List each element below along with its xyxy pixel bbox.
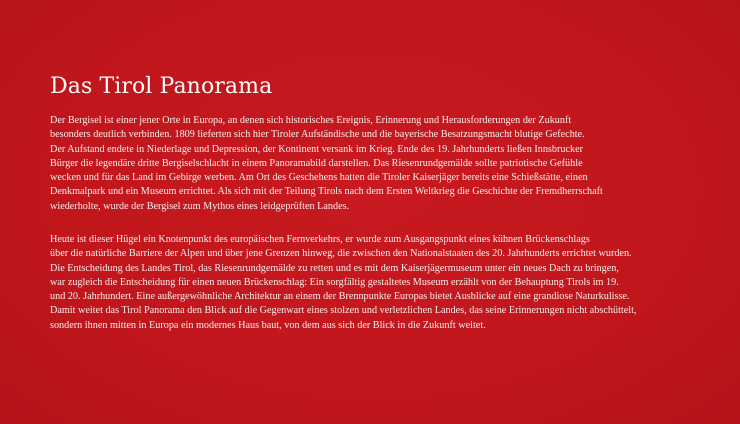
text-line: Bürger die legendäre dritte Bergiselschlacht in einem Panoramabild darstellen. Das Riesenrundgemälde sollte patriotische Gefühle [50,157,583,169]
text-line: wiederholte, wurde der Bergisel zum Mythos eines leidgeprüften Landes. [50,200,350,212]
text-line: über die natürliche Barriere der Alpen und über jene Grenzen hinweg, die zwischen den Nationalstaaten des 20. Jahrhunderts errichtet wurden. [50,248,632,260]
text-line: Die Entscheidung des Landes Tirol, das Riesenrundgemälde zu retten und es mit dem Kaiserjägermuseum unter ein neues Dach zu bringen, [50,262,619,274]
text-line: Der Bergisel ist einer jener Orte in Europa, an denen sich historisches Ereignis, Erinnerung und Herausforderungen der Zukunft [50,115,572,126]
paragraph-1 [50,114,603,214]
text-line: besonders deutlich verbinden. 1809 lieferten sich hier Tiroler Aufständische und die bayerische Besatzungsmacht blutige Gefechte. [50,129,585,141]
paragraph-2 [50,233,636,333]
text-line: wecken und für das Land im Gebirge werben. Am Ort des Geschehens hatten die Tiroler Kaiserjäger bereits eine Schießstätte, einen [50,172,588,184]
page-title: Das Tirol Panorama [50,74,273,99]
text-line: Der Aufstand endete in Niederlage und Depression, der Kontinent versank im Krieg. Ende des 19. Jahrhunderts ließen Innsbrucker [50,143,583,155]
text-line: war zugleich die Entscheidung für einen neuen Brückenschlag: Ein sorgfältig gestaltetes Museum erzählt von der Behauptung Tirols im 19. [50,276,619,288]
text-line: Heute ist dieser Hügel ein Knotenpunkt des europäischen Fernverkehrs, er wurde zum Ausgangspunkt eines kühnen Brückenschlags [50,234,590,245]
text-line: sondern ihnen mitten in Europa ein modernes Haus baut, von dem aus sich der Blick in die Zukunft weitet. [50,319,486,331]
text-line: Denkmalpark und ein Museum errichtet. Als sich mit der Teilung Tirols nach dem Ersten Weltkrieg die Geschichte der Fremdherrschaft [50,186,603,198]
text-line: und 20. Jahrhundert. Eine außergewöhnliche Architektur an einem der Brennpunkte Europas bietet Ausblicke auf eine grandiose Naturkulisse. [50,291,630,303]
text-line: Damit weitet das Tirol Panorama den Blick auf die Gegenwart eines stolzen und verletzlichen Landes, das seine Erinnerungen nicht abschüttelt, [50,305,637,317]
